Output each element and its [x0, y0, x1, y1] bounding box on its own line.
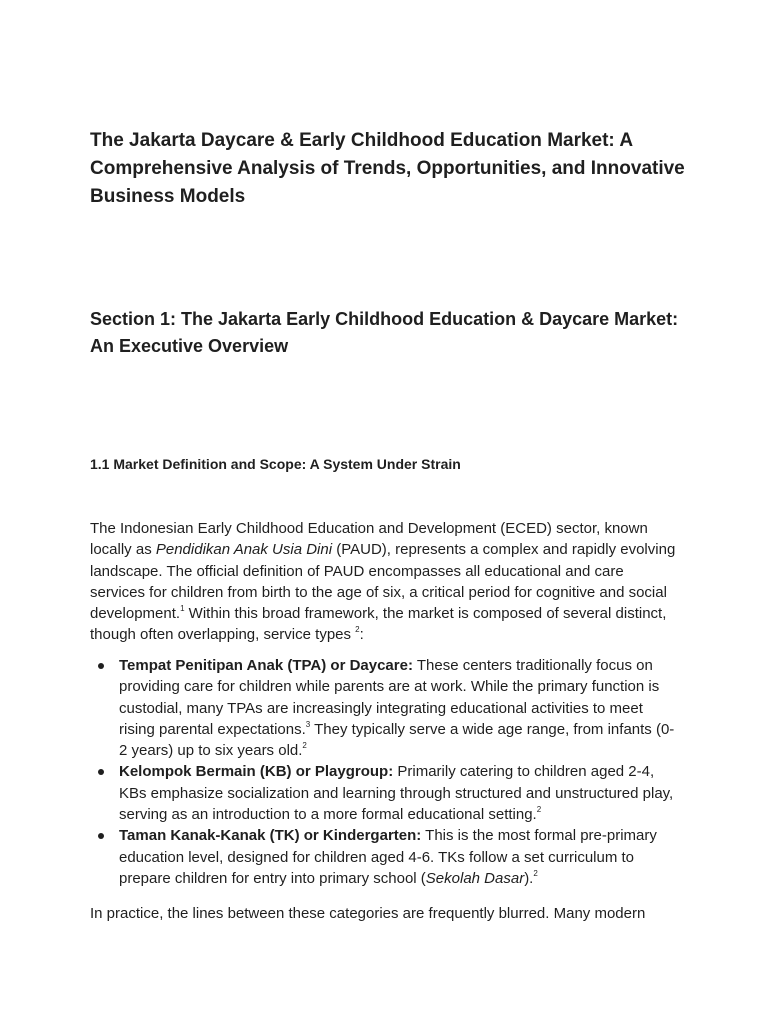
service-description: This is the most formal pre-primary education level, designed for children aged 4-6. TKs follow a set curriculum to prepare children for entry into primary school (	[119, 827, 657, 887]
footnote-ref[interactable]: 2	[533, 868, 538, 878]
bullet-icon	[98, 769, 104, 775]
intro-paragraph	[90, 518, 680, 646]
service-name: Kelompok Bermain (KB) or Playgroup:	[119, 763, 394, 781]
footnote-ref[interactable]: 1	[180, 604, 185, 614]
list-item-tpa	[90, 655, 680, 761]
footnote-ref[interactable]: 2	[302, 741, 307, 751]
service-name: Taman Kanak-Kanak (TK) or Kindergarten:	[119, 827, 422, 845]
section-title: Section 1: The Jakarta Early Childhood Education & Daycare Market: An Executive Overview	[90, 309, 679, 356]
footnote-ref[interactable]: 2	[536, 805, 542, 815]
service-name: Tempat Penitipan Anak (TPA) or Daycare:	[119, 657, 413, 674]
intro-text-2: (PAUD), represents a complex and rapidly evolving landscape. The official definition of PAUD encompasses all educational and care services for children from birth to the age of six, a critical period for cognitive and social development.	[90, 541, 676, 623]
footnote-ref[interactable]: 3	[305, 719, 311, 729]
service-types-list	[90, 655, 680, 889]
footnote-ref[interactable]: 2	[355, 625, 360, 635]
intro-text-3: Within this broad framework, the market is composed of several distinct, though often overlapping, service types	[90, 605, 667, 644]
intro-text-1: The Indonesian Early Childhood Education and Development (ECED) sector, known locally as	[90, 520, 648, 559]
paud-term: Pendidikan Anak Usia Dini	[155, 541, 333, 559]
service-description: These centers traditionally focus on providing care for children while parents are at work. While the primary function is custodial, many TPAs are increasingly integrating educational activities to meet rising parental expectations.	[119, 657, 660, 738]
service-description: ).	[524, 869, 534, 887]
list-item-tk	[90, 825, 680, 889]
document-title: The Jakarta Daycare & Early Childhood Education Market: A Comprehensive Analysis of Trends, Opportunities, and Innovative Business Models	[90, 130, 685, 207]
outro-paragraph: In practice, the lines between these categories are frequently blurred. Many modern	[90, 905, 646, 922]
bullet-icon	[98, 663, 104, 669]
list-item-kb	[90, 761, 680, 825]
service-description: They typically serve a wide age range, from infants (0-2 years) up to six years old.	[119, 720, 675, 760]
sd-term: Sekolah Dasar	[425, 869, 525, 887]
subsection-title: 1.1 Market Definition and Scope: A System Under Strain	[90, 456, 461, 472]
service-description: Primarily catering to children aged 2-4, KBs emphasize socialization and learning through structured and unstructured play, serving as an introduction to a more formal educational setting.	[119, 763, 674, 824]
intro-text-4: :	[359, 626, 364, 644]
bullet-icon	[98, 833, 104, 839]
